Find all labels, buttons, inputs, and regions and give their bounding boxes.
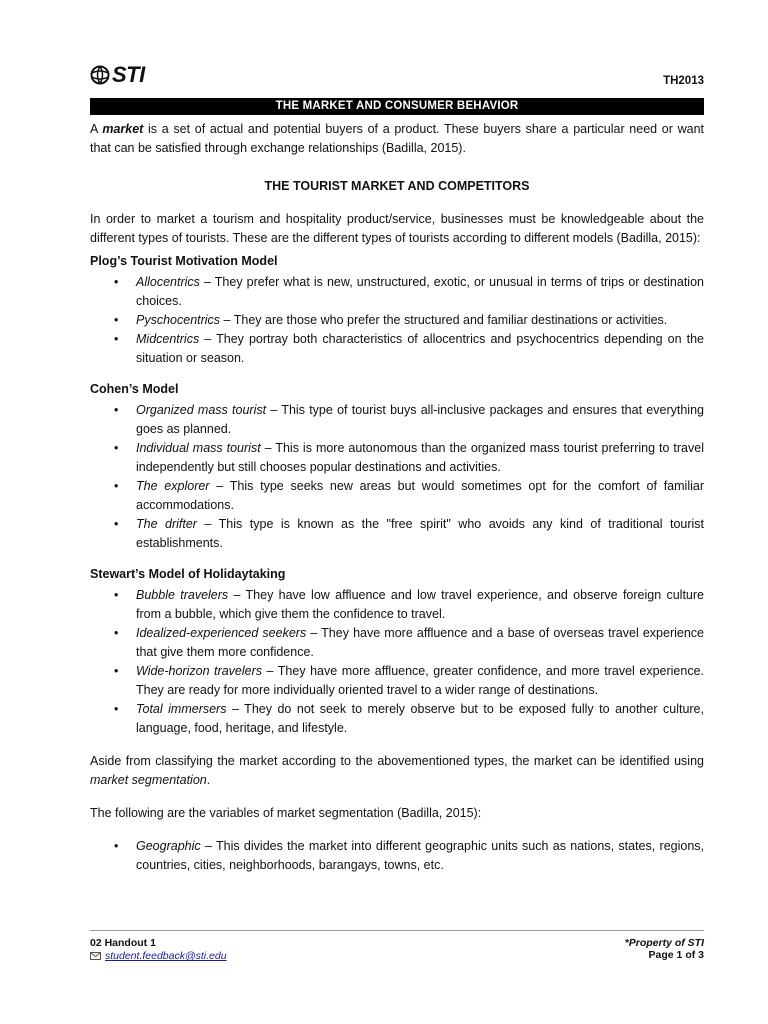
- item-text: – They are those who prefer the structured and familiar destinations or activities.: [220, 313, 668, 327]
- item-text: – This divides the market into different geographic units such as nations, states, regions, countries, cities, neighborhoods, barangays, towns, etc.: [136, 839, 704, 872]
- model-list: [90, 586, 704, 738]
- item-text: – This type seeks new areas but would sometimes opt for the comfort of familiar accommodations.: [136, 479, 704, 512]
- model-title: Stewart’s Model of Holidaytaking: [90, 567, 286, 581]
- list-item: [90, 439, 704, 477]
- item-term: Organized mass tourist: [136, 403, 267, 417]
- item-text: – They have low affluence and low travel experience, and observe foreign culture from a bubble, which give them the confidence to travel.: [136, 588, 704, 621]
- item-term: Geographic: [136, 839, 201, 853]
- item-term: The drifter: [136, 517, 197, 531]
- property-label: *Property of STI: [624, 937, 704, 949]
- segmentation-text: Aside from classifying the market according to the abovementioned types, the market can be identified using: [90, 754, 704, 768]
- item-text: – This type is known as the "free spirit" who avoids any kind of traditional tourist establishments.: [136, 517, 705, 550]
- item-term: Bubble travelers: [136, 588, 229, 602]
- model-list: [90, 273, 704, 368]
- item-term: Pyschocentrics: [136, 313, 221, 327]
- list-item: [90, 515, 704, 553]
- list-item: [90, 401, 704, 439]
- list-item: [90, 837, 704, 875]
- feedback-email: [90, 950, 227, 962]
- intro-term: market: [102, 122, 144, 136]
- segmentation-end: .: [206, 773, 211, 787]
- item-term: The explorer: [136, 479, 210, 493]
- item-text: – This is more autonomous than the organized mass tourist preferring to travel independently but still chooses popular destinations and activities.: [136, 441, 704, 474]
- section-heading: THE TOURIST MARKET AND COMPETITORS: [264, 179, 530, 193]
- list-item: [90, 624, 704, 662]
- intro-prefix: A: [90, 122, 103, 136]
- item-text: – They have more affluence, greater confidence, and more travel experience. They are ready for more individually oriented travel to a wider range of destinations.: [136, 664, 704, 697]
- model-list: [90, 401, 704, 553]
- list-item: [90, 477, 704, 515]
- list-item: [90, 273, 704, 311]
- segmentation-term: market segmentation: [90, 773, 207, 787]
- intro-paragraph: [90, 120, 704, 158]
- doc-code: TH2013: [663, 75, 704, 87]
- globe-icon: [90, 65, 110, 85]
- sti-logo: [90, 62, 145, 88]
- footer-left: [90, 937, 227, 962]
- footer-right: [625, 937, 704, 961]
- item-term: Individual mass tourist: [136, 441, 261, 455]
- item-text: – They portray both characteristics of allocentrics and psychocentrics depending on the situation or season.: [136, 332, 704, 365]
- handout-label: 02 Handout 1: [90, 937, 156, 949]
- page-header: [90, 58, 704, 98]
- model-title: Plog’s Tourist Motivation Model: [90, 254, 278, 268]
- email-link[interactable]: student.feedback@sti.edu: [105, 950, 227, 962]
- variables-list: [90, 837, 704, 875]
- page-number: Page 1 of 3: [648, 949, 704, 961]
- item-term: Total immersers: [136, 702, 227, 716]
- model-title: Cohen’s Model: [90, 382, 179, 396]
- document-page: [90, 58, 704, 875]
- item-term: Midcentrics: [136, 332, 200, 346]
- envelope-icon: [90, 952, 101, 960]
- page-footer: [90, 930, 704, 962]
- item-term: Idealized-experienced seekers: [136, 626, 307, 640]
- intro-text: is a set of actual and potential buyers of a product. These buyers share a particular need or want that can be satisfied through exchange relationships (Badilla, 2015).: [90, 122, 704, 155]
- variables-intro: The following are the variables of market segmentation (Badilla, 2015):: [90, 806, 482, 820]
- item-text: – They do not seek to merely observe but to be exposed fully to another culture, language, food, heritage, and lifestyle.: [136, 702, 704, 735]
- list-item: [90, 700, 704, 738]
- item-text: – They have more affluence and a base of overseas travel experience that give them more confidence.: [136, 626, 705, 659]
- item-text: – This type of tourist buys all-inclusive packages and ensures that everything goes as planned.: [136, 403, 704, 436]
- segmentation-paragraph: [90, 752, 704, 790]
- logo-text: STI: [112, 62, 145, 87]
- section-intro: In order to market a tourism and hospitality product/service, businesses must be knowledgeable about the different types of tourists. These are the different types of tourists according to different models (Badilla, 2015):: [90, 212, 704, 245]
- list-item: [90, 662, 704, 700]
- item-text: – They prefer what is new, unstructured, exotic, or unusual in terms of trips or destination choices.: [136, 275, 704, 308]
- list-item: [90, 586, 704, 624]
- item-term: Allocentrics: [136, 275, 200, 289]
- document-title: THE MARKET AND CONSUMER BEHAVIOR: [90, 98, 704, 115]
- item-term: Wide-horizon travelers: [136, 664, 262, 678]
- list-item: [90, 311, 704, 330]
- list-item: [90, 330, 704, 368]
